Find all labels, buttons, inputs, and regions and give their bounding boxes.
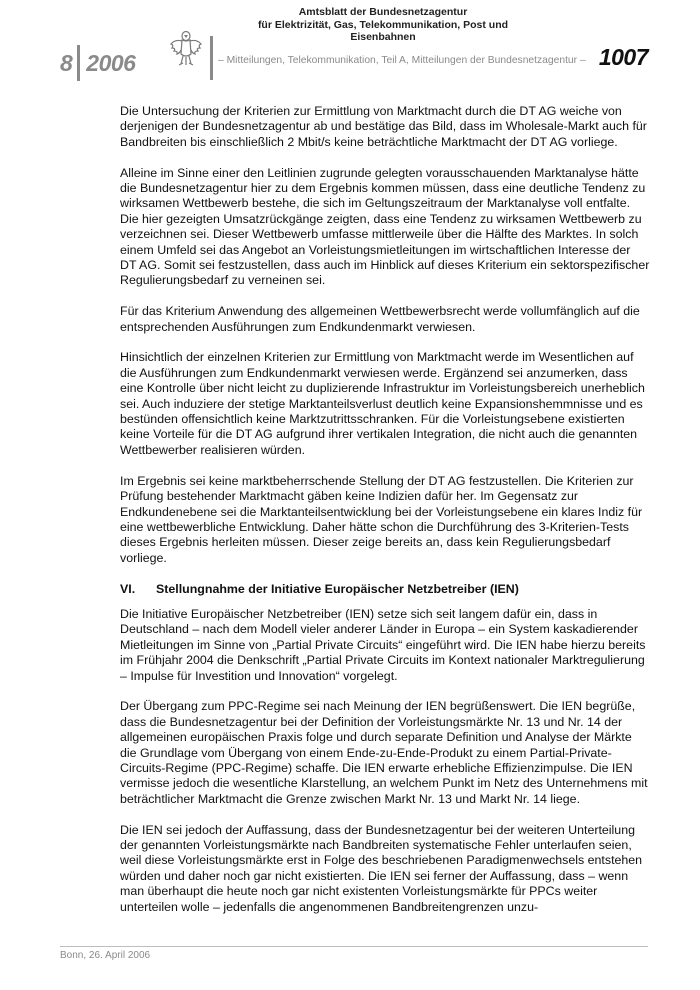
- journal-title-line1: Amtsblatt der Bundesnetzagentur: [298, 6, 468, 18]
- header-divider: [210, 36, 213, 80]
- section-title: Stellungnahme der Initiative Europäischer Netzbetreiber (IEN): [156, 581, 519, 596]
- page-body: [120, 104, 650, 930]
- paragraph: Die IEN sei jedoch der Auffassung, dass der Bundesnetzagentur bei der weiteren Unterteilung der genannten Vorleistungsmärkte nach Bandbreiten systematische Fehler unterlaufen seien, weil diese Vorleistungsmärkte erst in Folge des beschriebenen Paradigmenwechsels entstehen würden und daher noch gar nicht existierten. Die IEN sei ferner der Auffassung, dass – wenn man überhaupt die heute noch gar nicht existenten Vorleistungsmärkte für PPCs weiter unterteilen wolle – jedenfalls die angenommenen Bandbreitengrenzen unzu-: [120, 822, 643, 914]
- federal-eagle-icon: [169, 28, 203, 68]
- section-number: VI.: [120, 581, 136, 596]
- paragraph: Alleine im Sinne einer den Leitlinien zugrunde gelegten vorausschauenden Marktanalyse hätte die Bundesnetzagentur hier zu dem Ergebnis kommen müssen, dass eine deutliche Tendenz zu wirksamen Wettbewerb bestehe, die sich im Geltungszeitraum der Marktanalyse voll entfalte. Die hier gezeigten Umsatzrückgänge zeigten, dass eine Tendenz zu wirksamen Wettbewerb zu verzeichnen sei. Dieser Wettbewerb umfasse mittlerweile über die Hälfte des Marktes. In solch einem Umfeld sei das Angebot an Vorleistungsmietleitungen im wirtschaftlichen Interesse der DT AG. Somit sei festzustellen, dass auch im Hinblick auf dieses Kriterium ein sektorspezifischer Regulierungsbedarf zu verneinen sei.: [120, 165, 650, 288]
- journal-subtitle: – Mitteilungen, Telekommunikation, Teil A, Mitteilungen der Bundesnetzagentur –: [218, 55, 586, 66]
- paragraph: Die Untersuchung der Kriterien zur Ermittlung von Marktmacht durch die DT AG weiche von derjenigen der Bundesnetzagentur ab und bestätige das Bild, dass im Wholesale-Markt auch für Bandbreiten bis einschließlich 2 Mbit/s keine beträchtliche Marktmacht der DT AG vorliege.: [120, 104, 647, 149]
- paragraph: Hinsichtlich der einzelnen Kriterien zur Ermittlung von Marktmacht werde im Wesentlichen auf die Ausführungen zum Endkundenmarkt verwiesen werde. Ergänzend sei anzumerken, dass eine Kontrolle über nicht leicht zu duplizierende Infrastruktur im Vorleistungsbereich unerheblich sei. Auch induziere der stetige Marktanteilsverlust deutlich keine Expansionshemmnisse und es bestünden offensichtlich keine Marktzutrittsschranken. Für die Vorleistungsebene existierten keine Vorteile für die DT AG aufgrund ihrer vertikalen Integration, die nicht auch die genannten Wettbewerber realisieren würden.: [120, 350, 645, 457]
- issue-year: 2006: [86, 49, 136, 76]
- paragraph: Der Übergang zum PPC-Regime sei nach Meinung der IEN begrüßenswert. Die IEN begrüße, dass die Bundesnetzagentur bei der Definition der Vorleistungsmärkte Nr. 13 und Nr. 14 der allgemeinen europäischen Praxis folge und durch separate Definition und Analyse der Märkte die Grundlage vom Übergang von einem Ende-zu-Ende-Produkt zu einem Partial-Private-Circuits-Regime (PPC-Regime) schaffe. Die IEN erwarte erhebliche Effizienzimpulse. Die IEN vermisse jedoch die wesentliche Klarstellung, an welchem Punkt im Netz des Unternehmens mit beträchtlicher Marktmacht die Grenze zwischen Markt Nr. 13 und Markt Nr. 14 liege.: [120, 699, 648, 806]
- journal-title-line2: für Elektrizität, Gas, Telekommunikation, Post und Eisenbahnen: [257, 18, 509, 43]
- footer-place-date: Bonn, 26. April 2006: [60, 950, 151, 961]
- section-heading: [120, 582, 650, 597]
- issue-badge: [60, 44, 135, 82]
- paragraph: Für das Kriterium Anwendung des allgemeinen Wettbewerbsrecht werde vollumfänglich auf die entsprechenden Ausführungen zum Endkundenmarkt verwiesen.: [120, 304, 640, 334]
- paragraph: Im Ergebnis sei keine marktbeherrschende Stellung der DT AG festzustellen. Die Kriterien zur Prüfung bestehender Marktmacht gäben keine Indizien dafür her. Im Gegensatz zur Endkundenebene sei die Marktanteilsentwicklung bei der Vorleistungsebene ein klares Indiz für eine wettbewerbliche Entwicklung. Daher hätte schon die Durchführung des 3-Kriterien-Tests dieses Ergebnis herleiten müssen. Dieser zeige bereits an, dass kein Regulierungsbedarf vorliege.: [120, 473, 643, 565]
- paragraph: Die Initiative Europäischer Netzbetreiber (IEN) setze sich seit langem dafür ein, dass in Deutschland – nach dem Modell vieler anderer Länder in Europa – ein System kaskadierender Mietleitungen im Sinne von „Partial Private Circuits“ eingeführt wird. Die IEN habe hierzu bereits im Frühjahr 2004 die Denkschrift „Partial Private Circuits im Kontext nationaler Marktregulierung – Impulse für Investition und Innovation“ vorgelegt.: [120, 606, 646, 683]
- issue-number: 8: [60, 49, 73, 76]
- issue-divider: [77, 45, 80, 81]
- journal-title: [224, 6, 542, 44]
- footer-rule: [60, 946, 648, 947]
- page-number: 1007: [598, 44, 648, 70]
